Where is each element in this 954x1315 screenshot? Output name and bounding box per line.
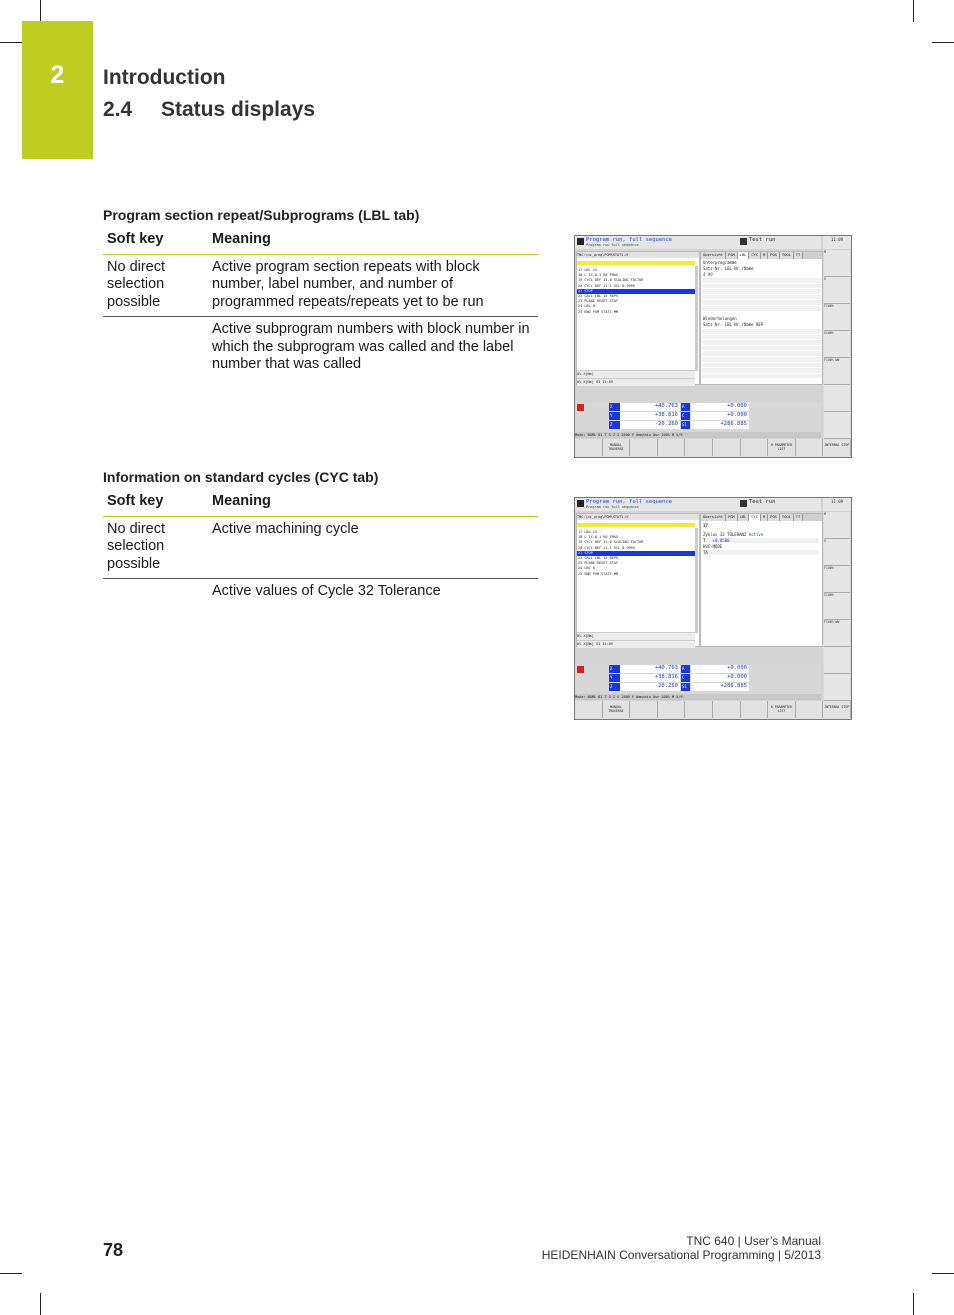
axis-label: Z [609,683,640,691]
test-run-icon [740,238,747,245]
axis-value: +0.000 [691,412,749,420]
softkey[interactable] [685,701,713,718]
subprograms-grid [702,278,822,312]
softkey[interactable] [685,439,713,456]
axis-value: -20.260 [620,421,680,429]
table-row [103,579,538,606]
axis-label: C [681,674,690,682]
crop-mark [40,0,41,22]
cyc-heading: Information on standard cycles (CYC tab) [103,469,379,485]
table-row [103,317,538,379]
crop-mark [932,42,954,43]
crop-mark [0,1273,22,1274]
mode-bar [575,236,821,249]
softkey[interactable] [796,439,824,456]
program-line: 17 LBL 15 [578,268,597,272]
vertical-softkey[interactable]: M [824,250,850,277]
status-line: 0% X[Nm] S1 11:09 [577,640,695,648]
machine-status-bar: Mode: NOML B1 T 5 Z S 2500 F 0mm/min Ovr 100% M 5/9 [575,432,821,438]
softkey-cell [103,579,208,606]
subprograms-columns: Satz-Nr. LBL-Nr./Name [703,266,754,271]
table-row [103,516,538,579]
softkey[interactable] [575,701,603,718]
meaning-cell: Active program section repeats with block number, label number, and number of programmed repeats/repeats yet to be run [208,254,538,317]
status-tab[interactable]: TT [794,514,803,521]
program-line: 24 LBL 0 [578,304,595,309]
vertical-softkey[interactable]: M [824,512,850,539]
current-block-marker [577,261,695,265]
softkey[interactable]: INTERNAL STOP [823,701,851,718]
vertical-softkey[interactable]: S [824,277,850,304]
t-value: +0.0500 [712,538,730,543]
crop-mark [40,1293,41,1315]
program-line: 23 PLANE RESET STAY [578,299,619,304]
status-tab[interactable]: TT [794,252,803,259]
status-tab[interactable]: CYC [749,252,761,259]
vertical-softkey[interactable]: F100% [824,304,850,331]
axis-label: Z [609,421,640,429]
hsc-mode-row: HSC-MODE [703,544,723,549]
status-tab[interactable]: POS [768,514,780,521]
softkey[interactable] [575,439,603,456]
axis-value: +38.816 [620,674,680,682]
softkey[interactable] [713,701,741,718]
status-tab[interactable]: PGM [726,252,738,259]
program-line: 17 LBL 15 [578,530,597,534]
meaning-cell: Active machining cycle [208,516,538,579]
subprograms-row: 4 99 [703,272,713,277]
repeats-title: Wiederholungen [703,316,737,321]
screenshot-cyc-tab [574,497,852,720]
softkey[interactable] [630,701,658,718]
program-lines [577,530,695,577]
program-run-icon [577,500,584,507]
status-tab[interactable]: Übersicht [701,252,726,259]
program-line: 25 END PGM STAT1 MM [578,309,619,314]
t-label: T [703,538,706,543]
status-tab[interactable]: LBL [738,252,750,259]
softkey[interactable] [741,701,769,718]
status-tabs[interactable] [701,514,822,521]
status-window [700,513,823,647]
col-softkey: Soft key [103,229,208,254]
position-display [575,664,821,694]
footer-line-1: TNC 640 | User’s Manual [686,1234,821,1248]
softkey[interactable] [741,439,769,456]
mode-label: Program run, full sequence [586,237,673,243]
tolerance-row [703,532,763,537]
chapter-title: Introduction [103,66,226,89]
status-line: 0% X[Nm] [577,370,695,378]
softkey[interactable]: 0 PARAMETER LIST [768,439,796,456]
axis-label: A [681,665,690,673]
vertical-softkey[interactable]: S100% [824,331,850,358]
axis-value: +286.885 [691,421,749,429]
program-run-icon [577,238,584,245]
program-line: 18 L IX-0.1 R0 FMAX [578,535,619,540]
current-block-marker [577,523,695,527]
crop-mark [0,42,22,43]
chapter-number: 2 [50,61,65,89]
softkey[interactable] [713,439,741,456]
axis-value: +40.763 [620,403,680,411]
program-path: TNC:\nc_prog\PGM\STAT1.H [577,252,699,258]
program-line: 18 L IX-0.1 R0 FMAX [578,273,619,278]
status-tab[interactable]: CYC [749,514,761,521]
program-line: 22 CALL LBL 15 REP5 [578,556,619,561]
section-title [103,98,315,122]
axis-label: X [609,403,640,411]
footer-info [542,1234,821,1262]
program-line: 21 STOP [577,289,695,294]
program-line: 21 STOP [577,551,695,556]
vertical-softkey[interactable] [824,412,850,439]
vertical-softkey[interactable] [824,385,850,412]
tolerance-state: Active [748,532,764,537]
program-window [576,251,700,385]
status-tab[interactable]: TOOL [780,252,794,259]
scrollbar[interactable] [695,266,698,371]
section-name: Status displays [161,98,316,121]
vertical-softkey[interactable]: S100% [824,593,850,620]
program-line: 25 END PGM STAT1 MM [578,571,619,576]
softkey[interactable] [796,701,824,718]
status-line: 0% X[Nm] S1 11:09 [577,378,695,386]
table-row [103,254,538,317]
crop-mark [932,1273,954,1274]
ta-row: TA [703,550,819,555]
status-tab[interactable]: Übersicht [701,514,726,521]
softkey[interactable] [658,439,686,456]
status-window [700,251,823,385]
vertical-softkey[interactable] [824,647,850,674]
chapter-tab [22,21,93,159]
col-meaning: Meaning [208,229,538,254]
status-line: 0% X[Nm] [577,632,695,640]
lbl-heading: Program section repeat/Subprograms (LBL tab) [103,207,420,223]
stop-icon [577,666,584,673]
softkey-cell: No direct selection possible [103,254,208,317]
program-line: 20 CYCL DEF 11.1 SCL 0.9995 [578,545,635,550]
program-line: 22 CALL LBL 15 REP5 [578,294,619,299]
axis-label: S1 [681,683,690,691]
tolerance-t-row [703,538,819,543]
cyc-softkey-table [103,491,538,606]
test-run-icon [740,500,747,507]
clock: 11:09 [823,236,851,249]
vertical-softkeys [823,512,851,700]
axis-label: Y [609,674,640,682]
submode-label: Program run full sequence [586,505,639,509]
clock: 11:09 [823,498,851,511]
axis-value: +40.763 [620,665,680,673]
meaning-cell: Active subprogram numbers with block number in which the subprogram was called and the label number that was called [212,321,530,372]
vertical-softkey[interactable]: S [824,539,850,566]
subprograms-title: Unterprogramme [703,260,737,265]
vertical-softkey[interactable]: F100% WW [824,358,850,385]
program-path: TNC:\nc_prog\PGM\STAT1.H [577,514,699,520]
status-tab[interactable]: LBL [738,514,750,521]
vertical-softkey[interactable]: F100% WW [824,620,850,647]
page-number: 78 [103,1240,124,1260]
test-run-label: Test run [749,499,776,505]
softkey-cell: No direct selection possible [103,516,208,579]
program-line: 24 LBL 0 [578,566,595,571]
softkey-row [575,701,851,719]
axis-label: A [681,403,690,411]
scrollbar[interactable] [695,528,698,633]
program-lines [577,268,695,315]
repeats-columns: Satz-Nr. LBL-Nr./Name REP [703,322,764,327]
softkey[interactable]: MANUAL TRAVERSE [603,439,631,456]
screenshot-lbl-tab [574,235,852,458]
lbl-softkey-table [103,229,538,379]
axis-value: +0.000 [691,665,749,673]
program-line: 23 PLANE RESET STAY [578,561,619,566]
axis-value: +38.816 [620,412,680,420]
softkey[interactable] [630,439,658,456]
vertical-softkey[interactable]: F100% [824,566,850,593]
status-tab[interactable]: POS [768,252,780,259]
program-line: 19 CYCL DEF 11.0 SCALING FACTOR [578,278,644,283]
axis-label: Y [609,412,640,420]
softkey-cell [103,317,208,379]
axis-label: C [681,412,690,420]
status-tab[interactable]: TOOL [780,514,794,521]
crop-mark [913,0,914,22]
meaning-cell: Active values of Cycle 32 Tolerance [212,583,441,599]
softkey[interactable]: INTERNAL STOP [823,439,851,456]
col-meaning: Meaning [208,491,538,516]
axis-value: +0.000 [691,674,749,682]
axis-value: +0.000 [691,403,749,411]
col-softkey: Soft key [103,491,208,516]
axis-label: S1 [681,421,690,429]
program-line: 19 CYCL DEF 11.0 SCALING FACTOR [578,540,644,545]
tolerance-label: Zyklus 32 TOLERANZ [703,532,747,537]
axis-value: +286.885 [691,683,749,691]
stop-icon [577,404,584,411]
footer-line-2: HEIDENHAIN Conversational Programming | 5/2013 [541,1248,821,1262]
position-display [575,402,821,432]
repeats-grid [702,329,822,379]
mode-bar [575,498,821,511]
status-tab[interactable]: M [761,252,768,259]
program-window [576,513,700,647]
axis-value: -20.260 [620,683,680,691]
softkey[interactable]: 0 PARAMETER LIST [768,701,796,718]
machine-status-bar: Mode: NOML B1 T 5 Z S 2500 F 0mm/min Ovr 100% M 5/9 [575,694,821,700]
cycle-number: 17 [703,523,708,528]
status-tab[interactable]: PGM [726,514,738,521]
status-tab[interactable]: M [761,514,768,521]
section-number: 2.4 [103,98,133,121]
softkey[interactable] [658,701,686,718]
test-run-label: Test run [749,237,776,243]
crop-mark [913,1293,914,1315]
softkey[interactable]: MANUAL TRAVERSE [603,701,631,718]
program-line: 20 CYCL DEF 11.1 SCL 0.9995 [578,283,635,288]
status-tabs[interactable] [701,252,822,259]
submode-label: Program run full sequence [586,243,639,247]
vertical-softkey[interactable] [824,674,850,701]
softkey-row [575,439,851,457]
vertical-softkeys [823,250,851,438]
axis-label: X [609,665,640,673]
mode-label: Program run, full sequence [586,499,673,505]
